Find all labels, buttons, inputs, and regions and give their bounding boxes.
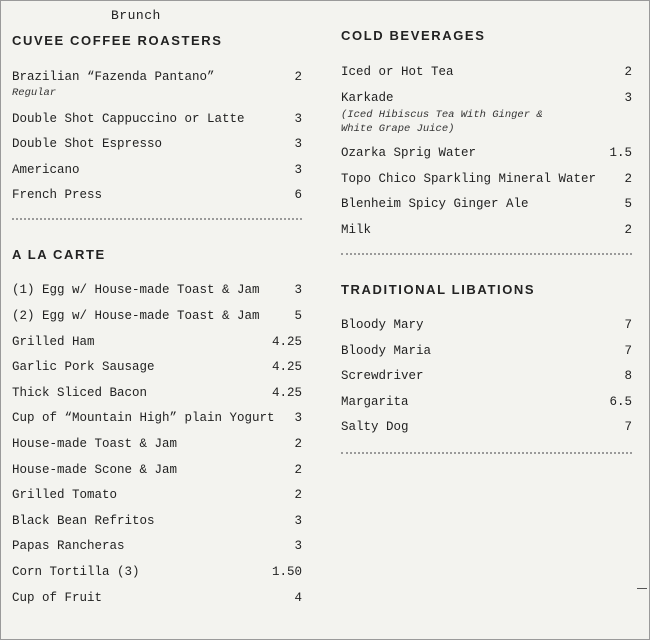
menu-item — [12, 283, 302, 298]
item-price: 1.5 — [609, 146, 632, 161]
item-price: 5 — [624, 197, 632, 212]
item-name: French Press — [12, 188, 103, 203]
item-name: House-made Toast & Jam — [12, 436, 178, 451]
item-price: 3 — [294, 137, 302, 152]
item-name: (1) Egg w/ House-made Toast & Jam — [12, 283, 260, 298]
menu-item — [341, 65, 632, 80]
menu-item — [341, 344, 632, 359]
item-name-block — [341, 91, 624, 136]
page-title: Brunch — [111, 8, 161, 23]
item-name: Cup of “Mountain High” plain Yogurt — [12, 411, 275, 426]
item-name: Ozarka Sprig Water — [341, 146, 477, 161]
item-price: 7 — [624, 420, 632, 435]
section-heading: A LA CARTE — [12, 247, 106, 263]
item-price: 3 — [294, 539, 302, 554]
item-name: Salty Dog — [341, 420, 409, 435]
item-price: 4 — [294, 590, 302, 605]
item-name: Papas Rancheras — [12, 539, 125, 554]
menu-item — [12, 539, 302, 554]
edge-tick-mark — [637, 588, 647, 589]
section-a-la-carte — [12, 247, 302, 605]
item-name-block — [12, 70, 294, 101]
menu-item — [12, 514, 302, 529]
item-price: 3 — [294, 162, 302, 177]
section-coffee — [12, 33, 302, 220]
item-price: 6.5 — [609, 394, 632, 409]
dotted-divider — [341, 451, 632, 454]
menu-item — [12, 591, 302, 606]
dotted-divider — [341, 252, 632, 255]
item-name: Americano — [12, 162, 80, 177]
item-price: 1.50 — [271, 564, 302, 579]
item-name: Blenheim Spicy Ginger Ale — [341, 197, 529, 212]
item-price: 2 — [294, 488, 302, 503]
item-price: 7 — [624, 317, 632, 332]
item-price: 8 — [624, 369, 632, 384]
item-name: Double Shot Espresso — [12, 137, 163, 152]
item-name: Brazilian “Fazenda Pantano” — [12, 70, 215, 84]
item-name: (2) Egg w/ House-made Toast & Jam — [12, 308, 260, 323]
menu-item — [341, 91, 632, 136]
right-column — [341, 28, 632, 481]
item-price: 6 — [294, 188, 302, 203]
item-price: 4.25 — [271, 385, 302, 400]
menu-item — [12, 309, 302, 324]
menu-item — [341, 395, 632, 410]
item-price: 2 — [294, 462, 302, 477]
item-price: 2 — [624, 222, 632, 237]
item-name: Garlic Pork Sausage — [12, 360, 155, 375]
menu-item — [12, 386, 302, 401]
item-name: Cup of Fruit — [12, 590, 103, 605]
item-price: 3 — [294, 111, 302, 126]
item-name: Topo Chico Sparkling Mineral Water — [341, 171, 597, 186]
menu-item — [341, 369, 632, 384]
menu-item — [12, 360, 302, 375]
section-heading: CUVEE COFFEE ROASTERS — [12, 33, 223, 48]
item-price: 7 — [624, 343, 632, 358]
menu-item — [341, 197, 632, 212]
left-column — [12, 33, 302, 616]
menu-item — [12, 112, 302, 127]
menu-item — [12, 335, 302, 350]
item-name: House-made Scone & Jam — [12, 462, 178, 477]
menu-item — [12, 70, 302, 101]
section-heading: TRADITIONAL LIBATIONS — [341, 281, 536, 297]
menu-item — [12, 565, 302, 580]
item-price: 3 — [294, 513, 302, 528]
menu-item — [341, 318, 632, 333]
item-price: 2 — [624, 171, 632, 186]
item-price: 5 — [294, 308, 302, 323]
menu-item — [12, 188, 302, 203]
menu-item — [341, 420, 632, 435]
item-name: Bloody Maria — [341, 343, 432, 358]
item-name: Karkade — [341, 90, 394, 105]
item-name: Double Shot Cappuccino or Latte — [12, 111, 245, 126]
menu-list — [341, 318, 632, 435]
item-price: 3 — [624, 90, 632, 105]
item-name: Screwdriver — [341, 369, 424, 384]
item-price: 2 — [294, 436, 302, 451]
menu-item — [12, 463, 302, 478]
item-name: Thick Sliced Bacon — [12, 385, 148, 400]
item-name: Grilled Ham — [12, 334, 95, 349]
menu-item — [341, 172, 632, 187]
dotted-divider — [12, 217, 302, 220]
item-price: 4.25 — [271, 360, 302, 375]
menu-list — [12, 283, 302, 605]
item-price: 2 — [294, 70, 302, 84]
item-note: (Iced Hibiscus Tea With Ginger & White Grape Juice) — [341, 108, 543, 135]
menu-item — [341, 146, 632, 161]
item-name: Bloody Mary — [341, 317, 424, 332]
section-heading: COLD BEVERAGES — [341, 28, 486, 43]
item-price: 2 — [624, 65, 632, 79]
item-name: Grilled Tomato — [12, 488, 118, 503]
item-note: Regular — [12, 87, 57, 99]
item-name: Corn Tortilla (3) — [12, 564, 140, 579]
menu-list — [341, 65, 632, 238]
item-name: Black Bean Refritos — [12, 513, 155, 528]
menu-item — [12, 137, 302, 152]
menu-item — [12, 411, 302, 426]
menu-item — [341, 223, 632, 238]
item-name: Milk — [341, 222, 372, 237]
item-price: 3 — [294, 283, 302, 298]
section-libations — [341, 282, 632, 454]
item-price: 4.25 — [271, 334, 302, 349]
menu-list — [12, 70, 302, 203]
menu-item — [12, 437, 302, 452]
section-cold-beverages — [341, 28, 632, 255]
menu-item — [12, 163, 302, 178]
menu-item — [12, 488, 302, 503]
item-name: Margarita — [341, 394, 409, 409]
item-name: Iced or Hot Tea — [341, 65, 454, 79]
item-price: 3 — [294, 411, 302, 426]
